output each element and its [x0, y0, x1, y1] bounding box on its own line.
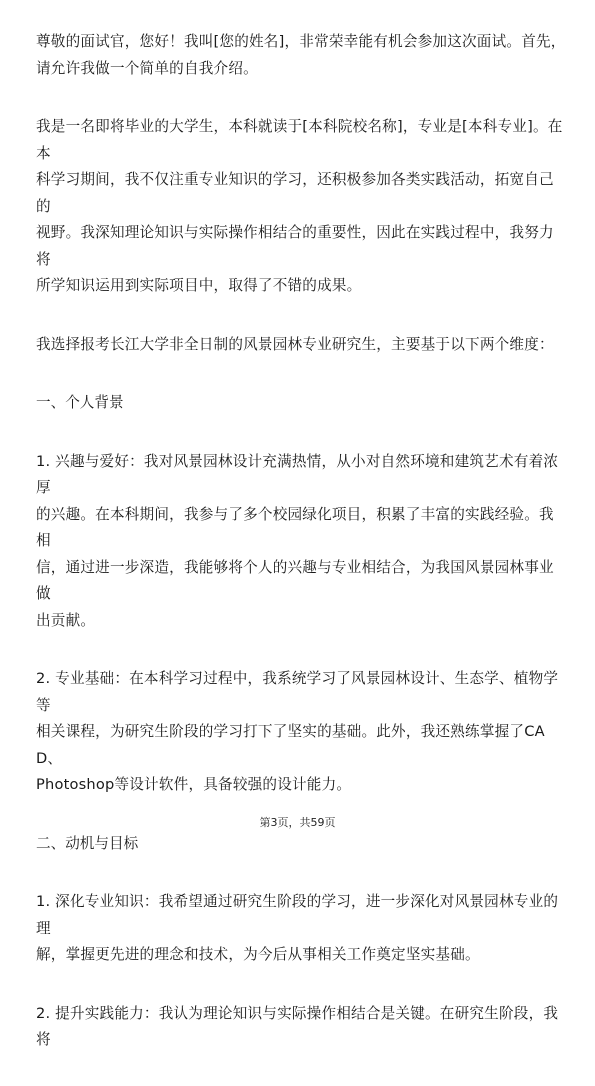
deepen-knowledge-paragraph: 1. 深化专业知识：我希望通过研究生阶段的学习，进一步深化对风景园林专业的理 解，掌握更先进的理念和技术，为今后从事相关工作奠定坚实基础。 — [36, 893, 559, 963]
section-heading-motivation-goals: 二、动机与目标 — [36, 834, 139, 852]
document-body — [36, 29, 566, 1086]
practice-ability-paragraph: 2. 提升实践能力：我认为理论知识与实际操作相结合是关键。在研究生阶段，我将 — [36, 1004, 559, 1048]
section-heading-personal-background: 一、个人背景 — [36, 394, 124, 411]
foundation-paragraph: 2. 专业基础：在本科学习过程中，我系统学习了风景园林设计、生态学、植物学等 相关课程，为研究生阶段的学习打下了坚实的基础。此外，我还熟练掌握了CAD、 Photoshop等设计软件，具备较强的设计能力。 — [36, 670, 559, 793]
interest-paragraph: 1. 兴趣与爱好：我对风景园林设计充满热情，从小对自然环境和建筑艺术有着浓厚 的兴趣。在本科期间，我参与了多个校园绿化项目，积累了丰富的实践经验。我相 信，通过进一步深造，我能够将个人的兴趣与专业相结合，为我国风景园林事业做 出贡献。 — [36, 452, 559, 629]
page-number-footer: 第3页，共59页 — [259, 816, 336, 829]
background-paragraph: 我是一名即将毕业的大学生，本科就读于[本科院校名称]，专业是[本科专业]。在本 科学习期间，我不仅注重专业知识的学习，还积极参加各类实践活动，拓宽自己的 视野。我深知理论知识与实际操作相结合的重要性，因此在实践过程中，我努力将 所学知识运用到实际项目中，取得了不错的成果。 — [36, 118, 563, 294]
reason-paragraph: 我选择报考长江大学非全日制的风景园林专业研究生，主要基于以下两个维度： — [36, 335, 554, 353]
intro-paragraph: 尊敬的面试官，您好！我叫[您的姓名]，非常荣幸能有机会参加这次面试。首先， 请允许我做一个简单的自我介绍。 — [36, 33, 566, 77]
